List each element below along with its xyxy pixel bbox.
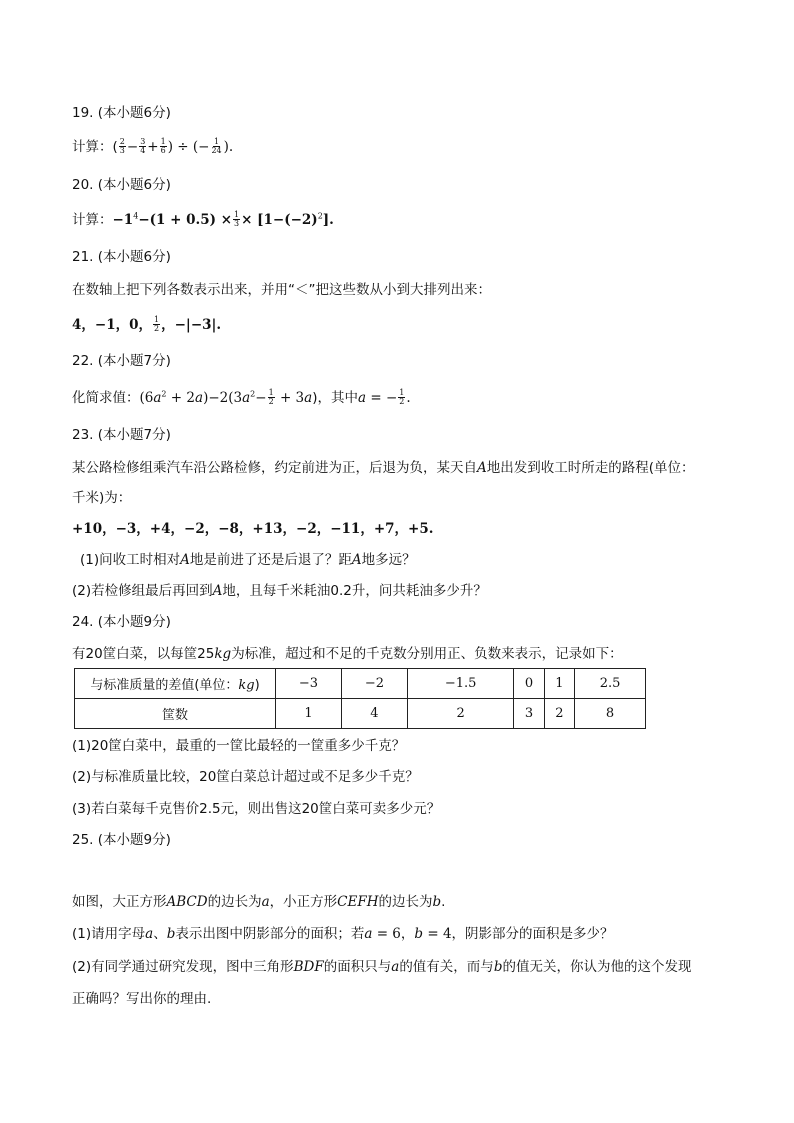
q20-header: 20. (本小题6分) bbox=[72, 177, 171, 193]
q25-sub-1: (1)请用字母a、b表示出图中阴影部分的面积；若a = 6，b = 4，阴影部分的面积是多少？ bbox=[72, 926, 614, 942]
table-cell: 8 bbox=[575, 699, 646, 729]
q25-sub-2: (2)有同学通过研究发现，图中三角形BDF的面积只与a的值有关，而与b的值无关，你认为他的这个发现 bbox=[72, 959, 692, 975]
q23-sub-2: (2)若检修组最后再回到A地，且每千米耗油0.2升，问共耗油多少升？ bbox=[72, 583, 487, 599]
table-header-cell: 筐数 bbox=[75, 699, 276, 729]
table-cell: 2.5 bbox=[575, 669, 646, 699]
table-cell: −2 bbox=[341, 669, 407, 699]
q20-prefix: 计算： bbox=[72, 212, 113, 228]
q19-prefix: 计算：( bbox=[72, 139, 118, 155]
q20-expression: 计算：$-1^4-(1 + 0.5)$ × $\frac{1}{3}$ × $[1-(-2)^2]$. bbox=[72, 209, 334, 228]
q22-frac-2: $\frac{1}{2}$ bbox=[399, 387, 405, 406]
q19-expression: 计算：( $\frac{2}{3}$ − $\frac{3}{4}$ + $\frac{1}{6}$ ) ÷ (− $\frac{1}{24}$ ). bbox=[72, 136, 234, 155]
table-row bbox=[75, 699, 646, 729]
table-cell: 1 bbox=[544, 669, 574, 699]
q19-frac-2: $\frac{3}{4}$ bbox=[140, 136, 146, 155]
q23-header: 23. (本小题7分) bbox=[72, 427, 171, 443]
table-cell: −1.5 bbox=[407, 669, 514, 699]
q22-expression: 化简求值：$(6a^2 + 2a)-2(3a^2-$ $\frac{1}{2}$ + 3a)，其中a = − $\frac{1}{2}$ . bbox=[72, 387, 411, 406]
q24-sub-2: (2)与标准质量比较，20筐白菜总计超过或不足多少千克？ bbox=[72, 769, 419, 785]
q21-frac: $\frac{1}{2}$ bbox=[154, 314, 160, 333]
q21-numbers: 4，−1，0， $\frac{1}{2}$ ，−|−3|. bbox=[72, 314, 222, 333]
q24-sub-1: (1)20筐白菜中，最重的一筐比最轻的一筐重多少千克？ bbox=[72, 738, 406, 754]
table-cell: 0 bbox=[514, 669, 544, 699]
table-cell: 1 bbox=[276, 699, 342, 729]
q22-frac-1: $\frac{1}{2}$ bbox=[268, 387, 274, 406]
table-cell: 2 bbox=[544, 699, 574, 729]
q23-sub-1: (1)问收工时相对A地是前进了还是后退了？距A地多远？ bbox=[80, 552, 416, 568]
q25-text-1: 如图，大正方形ABCD的边长为a，小正方形CEFH的边长为b. bbox=[72, 894, 446, 910]
q24-header: 24. (本小题9分) bbox=[72, 614, 171, 630]
q22-header: 22. (本小题7分) bbox=[72, 353, 171, 369]
q24-intro: 有20筐白菜，以每筐25kg为标准，超过和不足的千克数分别用正、负数来表示，记录如下： bbox=[72, 646, 623, 662]
q19-header: 19. (本小题6分) bbox=[72, 105, 171, 121]
q23-text-2: 千米)为： bbox=[72, 490, 132, 506]
table-cell: −3 bbox=[276, 669, 342, 699]
table-cell: 2 bbox=[407, 699, 514, 729]
q25-sub-2-cont: 正确吗？写出你的理由. bbox=[72, 991, 212, 1007]
q24-sub-3: (3)若白菜每千克售价2.5元，则出售这20筐白菜可卖多少元？ bbox=[72, 801, 441, 817]
q23-text-1: 某公路检修组乘汽车沿公路检修，约定前进为正，后退为负，某天自A地出发到收工时所走的路程(单位： bbox=[72, 460, 695, 476]
table-row bbox=[75, 669, 646, 699]
table-cell: 3 bbox=[514, 699, 544, 729]
q25-header: 25. (本小题9分) bbox=[72, 832, 171, 848]
q20-frac: $\frac{1}{3}$ bbox=[234, 209, 240, 228]
q19-frac-3: $\frac{1}{6}$ bbox=[160, 136, 166, 155]
table-header-cell: 与标准质量的差值(单位：kg) bbox=[75, 669, 276, 699]
table-cell: 4 bbox=[341, 699, 407, 729]
q19-frac-1: $\frac{2}{3}$ bbox=[119, 136, 125, 155]
q19-frac-4: $\frac{1}{24}$ bbox=[211, 136, 222, 155]
q21-text: 在数轴上把下列各数表示出来，并用“＜”把这些数从小到大排列出来： bbox=[72, 282, 491, 298]
q23-values: +10，−3，+4，−2，−8，+13，−2，−11，+7，+5. bbox=[72, 521, 434, 537]
q21-header: 21. (本小题6分) bbox=[72, 249, 171, 265]
q24-table bbox=[74, 668, 646, 729]
